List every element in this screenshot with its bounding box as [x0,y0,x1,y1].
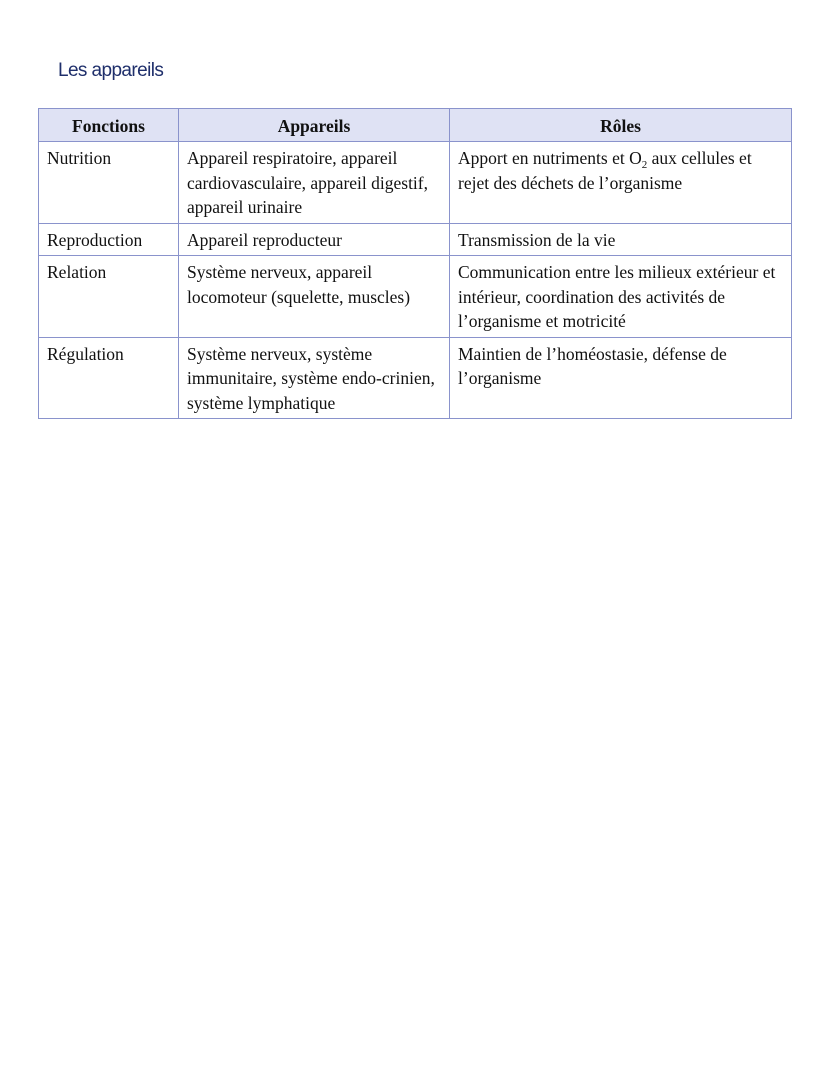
table-row [39,337,792,419]
systems-table [38,108,792,419]
cell-role [450,142,792,224]
table-row [39,256,792,338]
table-header-row [39,109,792,142]
cell-role: Maintien de l’homéostasie, défense de l’organisme [450,337,792,419]
cell-appareils: Système nerveux, système immunitaire, système endo-crinien, système lymphatique [179,337,450,419]
cell-appareils: Appareil respiratoire, appareil cardiovasculaire, appareil digestif, appareil urinaire [179,142,450,224]
table-row [39,223,792,256]
role-text-continued: aux cellules et rejet des déchets de l’organisme [458,148,752,193]
cell-appareils: Système nerveux, appareil locomoteur (squelette, muscles) [179,256,450,338]
cell-appareils: Appareil reproducteur [179,223,450,256]
page-title: Les appareils [58,60,164,81]
cell-fonction: Reproduction [39,223,179,256]
header-roles: Rôles [450,109,792,142]
table-row [39,142,792,224]
cell-role: Communication entre les milieux extérieur et intérieur, coordination des activités de l’organisme et motricité [450,256,792,338]
cell-fonction: Nutrition [39,142,179,224]
cell-fonction: Régulation [39,337,179,419]
role-text: Apport en nutriments et O [458,148,642,168]
header-fonctions: Fonctions [39,109,179,142]
cell-fonction: Relation [39,256,179,338]
role-subscript: 2 [641,159,648,171]
header-appareils: Appareils [179,109,450,142]
cell-role: Transmission de la vie [450,223,792,256]
